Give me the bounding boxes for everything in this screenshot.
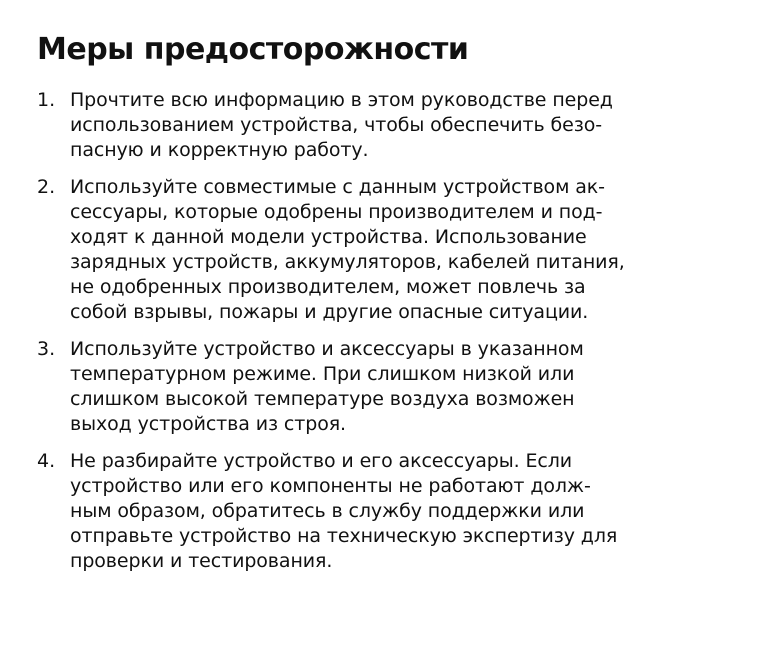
list-item-number: 3. bbox=[37, 338, 56, 360]
list-item-number: 1. bbox=[37, 89, 56, 111]
text-line: температурном режиме. При слишком низкой или bbox=[70, 363, 575, 385]
text-line: не одобренных производителем, может повлечь за bbox=[70, 276, 586, 298]
list-item-text bbox=[70, 175, 725, 325]
list-item-text bbox=[70, 337, 725, 437]
list-item-3 bbox=[37, 337, 725, 437]
precautions-list bbox=[37, 88, 725, 574]
text-line: ным образом, обратитесь в службу поддержки или bbox=[70, 500, 585, 522]
text-line: Не разбирайте устройство и его аксессуары. Если bbox=[70, 450, 573, 472]
text-line: слишком высокой температуре воздуха возможен bbox=[70, 388, 575, 410]
list-item-text bbox=[70, 88, 725, 163]
list-item-number: 4. bbox=[37, 450, 56, 472]
list-item-text bbox=[70, 449, 725, 574]
text-line: Используйте совместимые с данным устройством ак- bbox=[70, 176, 605, 198]
text-line: ходят к данной модели устройства. Использование bbox=[70, 226, 587, 248]
list-item-1 bbox=[37, 88, 725, 163]
text-line: проверки и тестирования. bbox=[70, 550, 333, 572]
text-line: использованием устройства, чтобы обеспечить безо- bbox=[70, 114, 603, 136]
text-line: выход устройства из строя. bbox=[70, 413, 346, 435]
text-line: Используйте устройство и аксессуары в указанном bbox=[70, 338, 584, 360]
text-line: устройство или его компоненты не работают долж- bbox=[70, 475, 591, 497]
text-line: отправьте устройство на техническую экспертизу для bbox=[70, 525, 618, 547]
list-item-number: 2. bbox=[37, 176, 56, 198]
list-item-2 bbox=[37, 175, 725, 325]
text-line: пасную и корректную работу. bbox=[70, 139, 369, 161]
list-item-4 bbox=[37, 449, 725, 574]
text-line: зарядных устройств, аккумуляторов, кабелей питания, bbox=[70, 251, 625, 273]
text-line: собой взрывы, пожары и другие опасные ситуации. bbox=[70, 301, 589, 323]
page-title: Меры предосторожности bbox=[37, 32, 469, 67]
text-line: Прочтите всю информацию в этом руководстве перед bbox=[70, 89, 613, 111]
text-line: сессуары, которые одобрены производителем и под- bbox=[70, 201, 603, 223]
